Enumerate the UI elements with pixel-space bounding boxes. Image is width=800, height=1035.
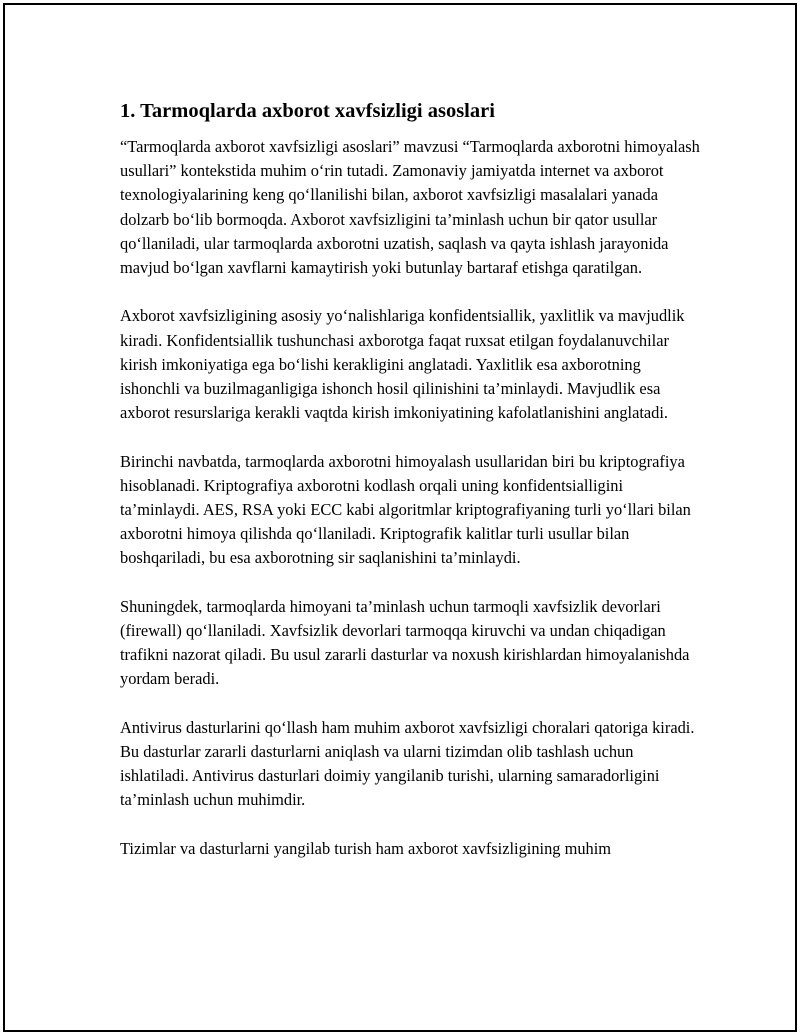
- paragraph-4: Shuningdek, tarmoqlarda himoyani ta’minlash uchun tarmoqli xavfsizlik devorlari (firewall) qo‘llaniladi. Xavfsizlik devorlari tarmoqqa kiruvchi va undan chiqadigan trafikni nazorat qiladi. Bu usul zararli dasturlar va noxush kirishlardan himoyalanishda yordam beradi.: [120, 596, 690, 689]
- paragraph-2: Axborot xavfsizligining asosiy yo‘nalishlariga konfidentsiallik, yaxlitlik va mavjudlik kiradi. Konfidentsiallik tushunchasi axborotga faqat ruxsat etilgan foydalanuvchilar kirish imkoniyatiga ega bo‘lishi kerakligini anglatadi. Yaxlitlik esa axborotning ishonchli va buzilmaganligiga ishonch hosil qilinishini ta’minlaydi. Mavjudlik esa axborot resurslariga kerakli vaqtda kirish imkoniyatining kafolatlanishini anglatadi.: [120, 306, 685, 423]
- document-page: [3, 3, 797, 1032]
- paragraph-3: Birinchi navbatda, tarmoqlarda axborotni himoyalash usullaridan biri bu kriptografiya hisoblanadi. Kriptografiya axborotni kodlash orqali uning konfidentsialligini ta’minlaydi. AES, RSA yoki ECC kabi algoritmlar kriptografiyaning turli yo‘llari bilan axborotni himoya qilishda qo‘llaniladi. Kriptografik kalitlar turli usullar bilan boshqariladi, bu esa axborotning sir saqlanishini ta’minlaydi.: [120, 451, 691, 568]
- document-body: [120, 99, 700, 885]
- section-heading: 1. Tarmoqlarda axborot xavfsizligi asoslari: [120, 100, 495, 122]
- paragraph-5: Antivirus dasturlarini qo‘llash ham muhim axborot xavfsizligi choralari qatoriga kiradi. Bu dasturlar zararli dasturlarni aniqlash va ularni tizimdan olib tashlash uchun ishlatiladi. Antivirus dasturlari doimiy yangilanib turishi, ularning samaradorligini ta’minlash uchun muhimdir.: [120, 717, 695, 810]
- paragraph-6: Tizimlar va dasturlarni yangilab turish ham axborot xavfsizligining muhim: [120, 838, 612, 858]
- paragraph-1: “Tarmoqlarda axborot xavfsizligi asoslari” mavzusi “Tarmoqlarda axborotni himoyalash usullari” kontekstida muhim o‘rin tutadi. Zamonaviy jamiyatda internet va axborot texnologiyalarining keng qo‘llanilishi bilan, axborot xavfsizligi masalalari yanada dolzarb bo‘lib bormoqda. Axborot xavfsizligini ta’minlash uchun bir qator usullar qo‘llaniladi, ular tarmoqlarda axborotni uzatish, saqlash va qayta ishlash jarayonida mavjud bo‘lgan xavflarni kamaytirish yoki butunlay bartaraf etishga qaratilgan.: [120, 137, 700, 278]
